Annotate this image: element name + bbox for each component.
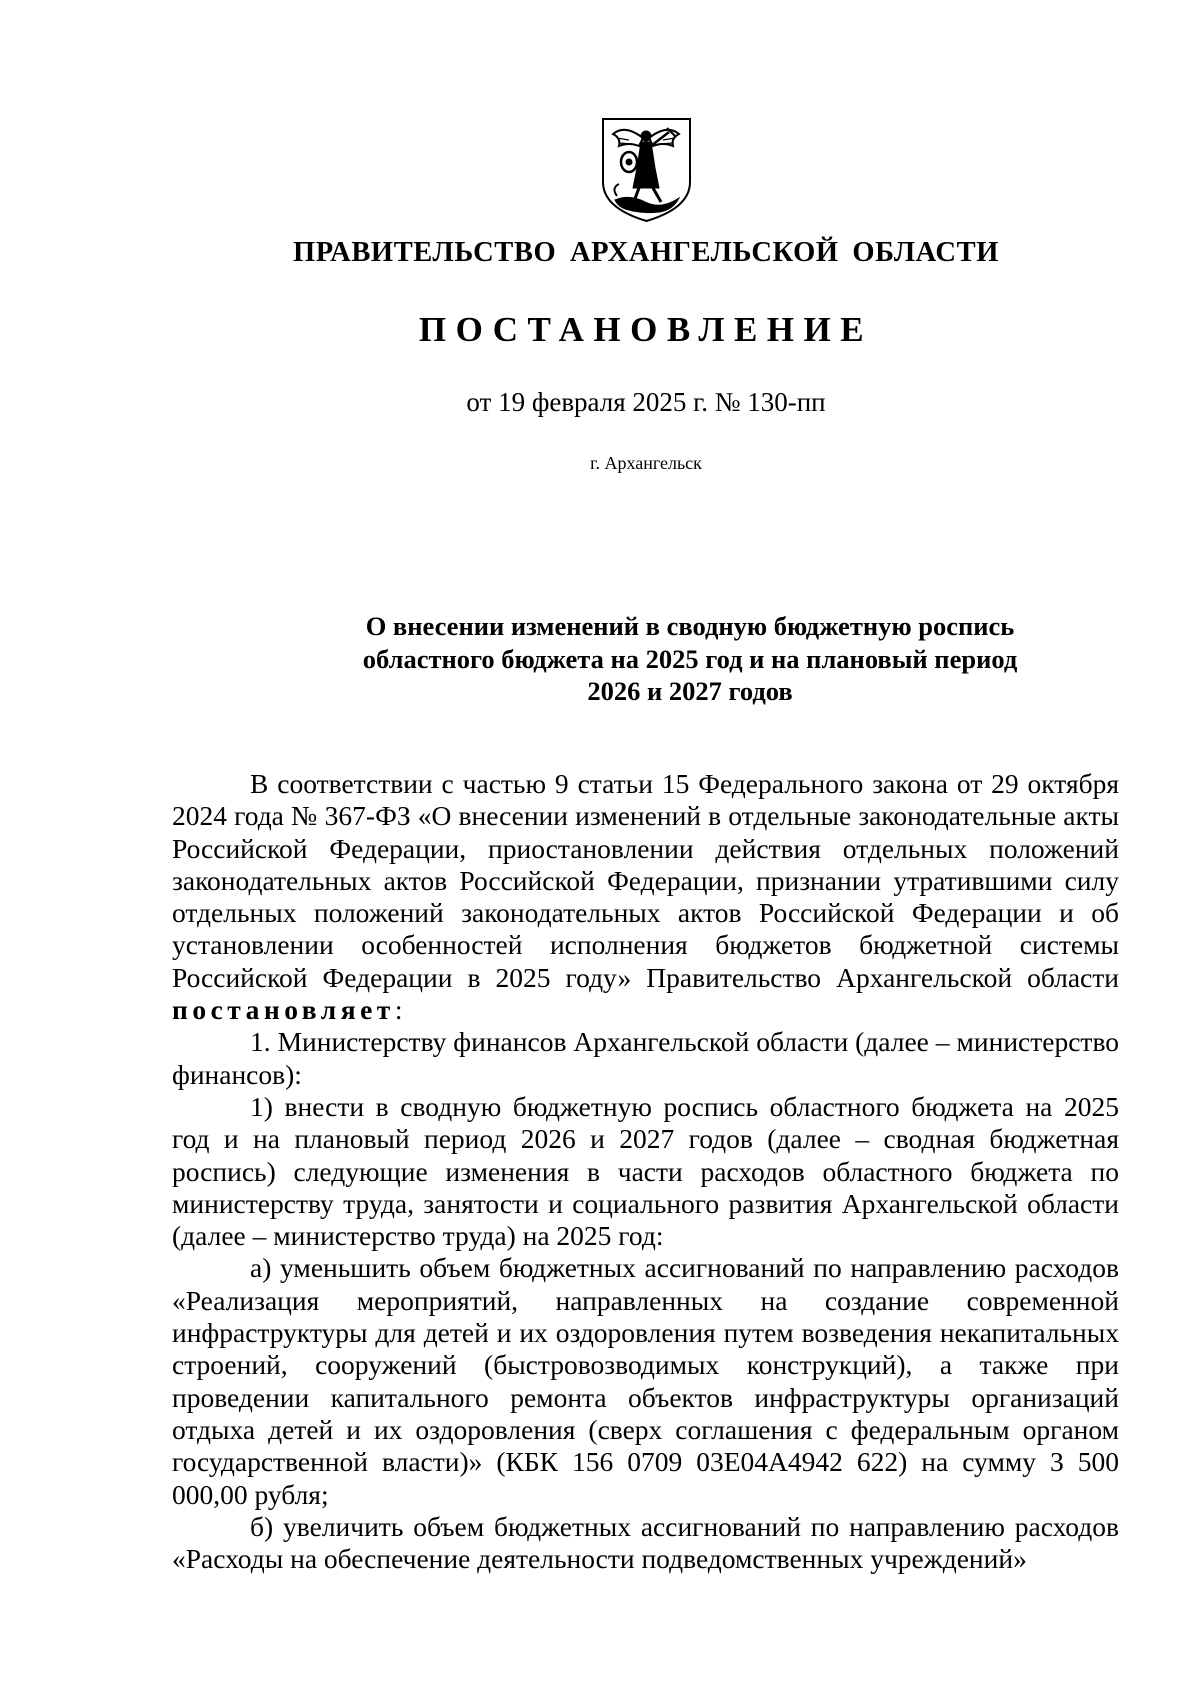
preamble-end: : bbox=[394, 994, 403, 1026]
document-title-line: областного бюджета на 2025 год и на плановый период bbox=[362, 643, 1018, 674]
document-date-number: от 19 февраля 2025 г. № 130-пп bbox=[466, 387, 826, 417]
document-place: г. Архангельск bbox=[590, 453, 702, 473]
subclause-1: 1) внести в сводную бюджетную роспись областного бюджета на 2025 год и на плановый период 2026 и 2027 годов (далее – сводная бюджетная роспись) следующие изменения в части расходов областного бюджета по министерству труда, занятости и социального развития Архангельской области (далее – министерство труда) на 2025 год: bbox=[172, 1090, 1119, 1252]
document-title-line: 2026 и 2027 годов bbox=[587, 676, 793, 706]
subclause-a: а) уменьшить объем бюджетных ассигнований по направлению расходов «Реализация мероприятий, направленных на создание современной инфраструктуры для детей и их оздоровления путем возведения некапитальных строений, сооружений (быстровозводимых конструкций), а также при проведении капитального ремонта объектов инфраструктуры организаций отдыха детей и их оздоровления (сверх соглашения с федеральным органом государственной власти)» (КБК 156 0709 03Е04А4942 622) на сумму 3 500 000,00 рубля; bbox=[172, 1252, 1119, 1510]
document-title bbox=[250, 610, 1130, 708]
authority-name: ПРАВИТЕЛЬСТВО АРХАНГЕЛЬСКОЙ ОБЛАСТИ bbox=[293, 237, 999, 268]
document-type: ПОСТАНОВЛЕНИЕ bbox=[418, 310, 874, 349]
subclause-b: б) увеличить объем бюджетных ассигнований по направлению расходов «Расходы на обеспечение деятельности подведомственных учреждений» bbox=[172, 1510, 1119, 1575]
coat-of-arms-icon bbox=[599, 116, 694, 224]
clause-1: 1. Министерству финансов Архангельской области (далее – министерство финансов): bbox=[172, 1026, 1119, 1090]
preamble-text: В соответствии с частью 9 статьи 15 Федерального закона от 29 октября 2024 года № 367-ФЗ «О внесении изменений в отдельные законодательные акты Российской Федерации, приостановлении действия отдельных положений законодательных актов Российской Федерации, признании утратившими силу отдельных положений законодательных актов Российской Федерации и об установлении особенностей исполнения бюджетов бюджетной системы Российской Федерации в 2025 году» Правительство Архангельской области bbox=[172, 768, 1119, 993]
document-title-line: О внесении изменений в сводную бюджетную роспись bbox=[365, 611, 1015, 641]
preamble-paragraph bbox=[172, 768, 1119, 1026]
resolution-verb: постановляет bbox=[172, 994, 395, 1026]
document-body bbox=[172, 768, 1119, 1575]
